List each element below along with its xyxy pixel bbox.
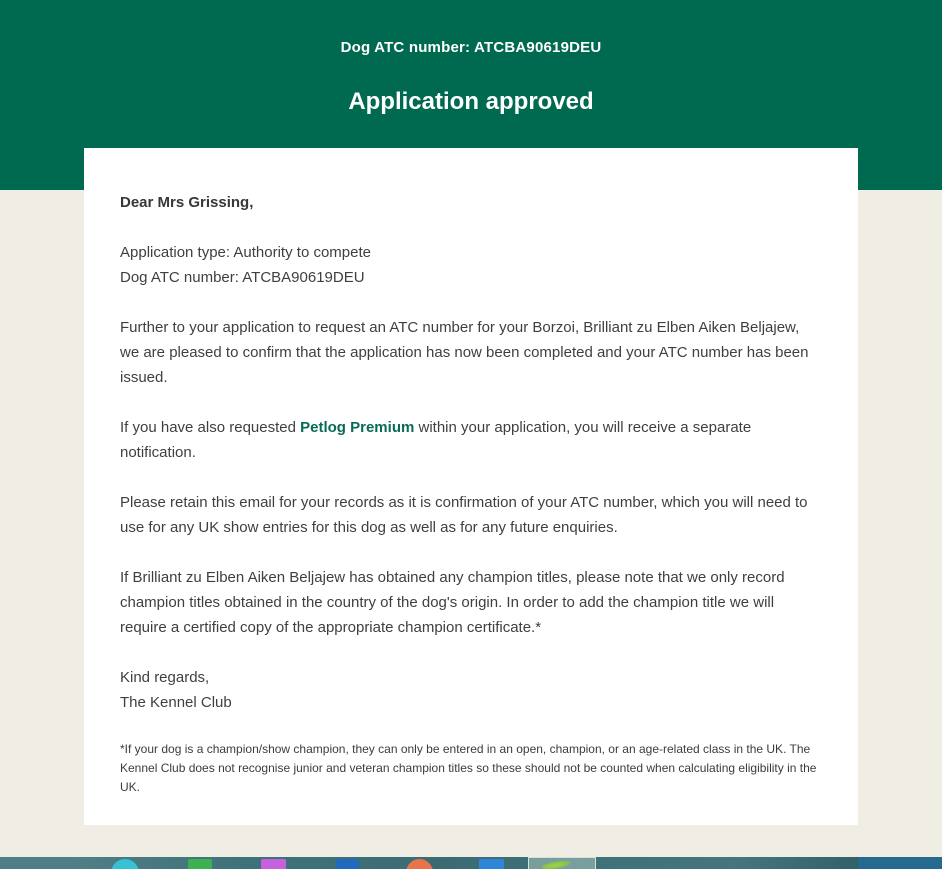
taskbar-active-app-button[interactable] — [528, 857, 596, 869]
signoff-regards: Kind regards, — [120, 669, 210, 686]
paragraph-retain: Please retain this email for your records as it is confirmation of your ATC number, which you will need to use for any UK show entries for this dog as well as for any future enquiries. — [120, 494, 808, 536]
signoff-sender: The Kennel Club — [120, 694, 232, 711]
salutation: Dear Mrs Grissing, — [120, 194, 254, 211]
signoff — [120, 665, 822, 715]
taskbar-app-icon-green[interactable] — [188, 859, 212, 869]
email-body-card — [84, 148, 858, 825]
page-title: Application approved — [348, 88, 594, 115]
taskbar-right-panel[interactable] — [858, 857, 942, 869]
petlog-premium-link[interactable]: Petlog Premium — [300, 419, 415, 436]
taskbar-app-icon-orange[interactable] — [406, 859, 433, 869]
application-type-line: Application type: Authority to compete — [120, 244, 371, 261]
petlog-text-after: within your application, you will receive a separate notification. — [120, 419, 752, 461]
paragraph-champion: If Brilliant zu Elben Aiken Beljajew has obtained any champion titles, please note that we only record champion titles obtained in the country of the dog's origin. In order to add the champion title we will require a certified copy of the appropriate champion certificate.* — [120, 569, 785, 636]
header-atc-number: Dog ATC number: ATCBA90619DEU — [340, 39, 602, 56]
petlog-text-before: If you have also requested — [120, 419, 301, 436]
active-app-icon — [542, 858, 573, 869]
application-details — [120, 240, 822, 290]
dog-atc-number-line: Dog ATC number: ATCBA90619DEU — [120, 269, 365, 286]
taskbar-app-icon-cyan[interactable] — [111, 859, 139, 869]
footnote: *If your dog is a champion/show champion, they can only be entered in an open, champion, or an age-related class in the UK. The Kennel Club does not recognise junior and veteran champion titles so these should not be counted when calculating eligibility in the UK. — [120, 742, 817, 794]
taskbar-app-icon-blue[interactable] — [336, 859, 359, 869]
paragraph-petlog — [120, 415, 822, 465]
taskbar-app-icon-purple[interactable] — [261, 859, 286, 869]
taskbar-app-icon-light-blue[interactable] — [479, 859, 504, 869]
paragraph-further: Further to your application to request an ATC number for your Borzoi, Brilliant zu Elben Aiken Beljajew, we are pleased to confirm that the application has now been completed and your ATC number has been issued. — [120, 319, 809, 386]
taskbar — [0, 857, 942, 869]
